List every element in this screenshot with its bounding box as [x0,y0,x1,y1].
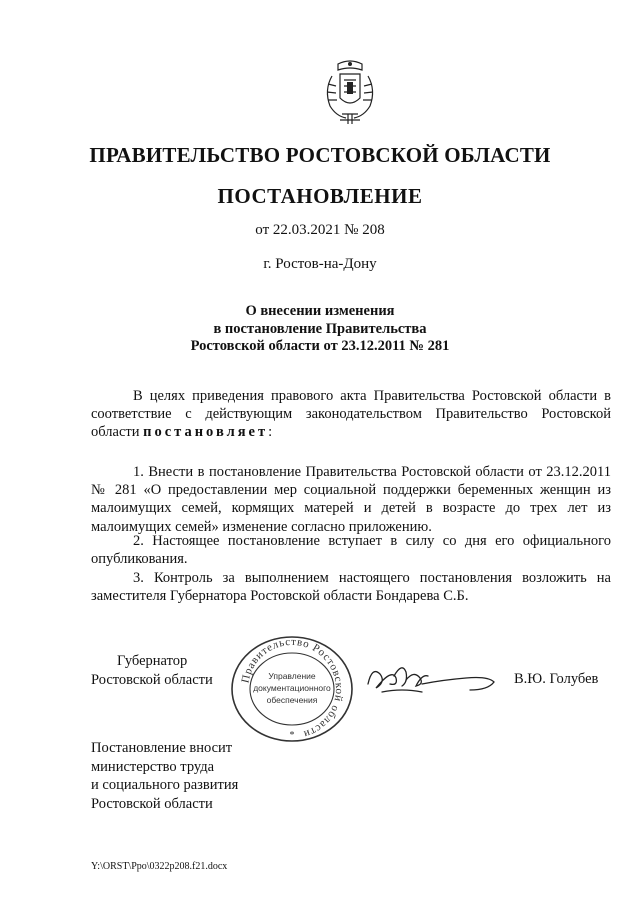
submitter-line: и социального развития [91,777,239,794]
handwritten-signature [362,654,502,700]
seal-center-line: Управление [268,671,316,681]
subject-line: в постановление Правительства [213,320,427,337]
signer-position-line: Губернатор [117,653,188,669]
document-type: ПОСТАНОВЛЕНИЕ [217,184,423,208]
preamble-text: В целях приведения правового акта Правительства Ростовской области в соответствие с действующим законодательством Правительство Ростовской области [91,388,611,441]
seal-ring-text: Правительство Ростовской области [239,635,346,741]
submitter-line: Ростовской области [91,795,213,812]
resolution-item-3: 3. Контроль за выполнением настоящего постановления возложить на заместителя Губернатора Ростовской области Бондарева С.Б. [91,570,611,605]
document-city: г. Ростов-на-Дону [263,256,377,272]
preamble-paragraph [91,387,611,442]
seal-star: * [289,730,295,741]
signer-position-line: Ростовской области [91,672,213,688]
resolution-item-2: 2. Настоящее постановление вступает в силу со дня его официального опубликования. [91,533,611,568]
subject-line: О внесении изменения [245,303,395,319]
government-title: ПРАВИТЕЛЬСТВО РОСТОВСКОЙ ОБЛАСТИ [89,143,551,167]
submitter-block [91,739,341,813]
submitter-line: Постановление вносит [91,740,233,756]
preamble-colon: : [268,424,273,441]
seal-center-line: документационного [253,683,331,693]
official-seal [228,634,356,744]
subject-line: Ростовской области от 23.12.2011 № 281 [190,338,450,354]
preamble-resolves-word: постановляет [143,424,269,441]
submitter-line: министерство труда [91,758,215,775]
signer-position [91,652,241,690]
footer-file-path: Y:\ORST\Ppo\0322p208.f21.docx [91,861,228,872]
document-subject [0,303,640,356]
resolution-item-1: 1. Внести в постановление Правительства Ростовской области от 23.12.2011 № 281 «О предоставлении мер социальной поддержки беременных женщин из малоимущих семей, кормящих матерей и детей в возрасте до трех лет из малоимущих семей» изменение согласно приложению. [91,464,611,535]
document-date-number: от 22.03.2021 № 208 [255,222,385,238]
seal-center-line: обеспечения [266,695,318,705]
signer-name: В.Ю. Голубев [514,671,599,687]
coat-of-arms-icon [318,56,382,128]
